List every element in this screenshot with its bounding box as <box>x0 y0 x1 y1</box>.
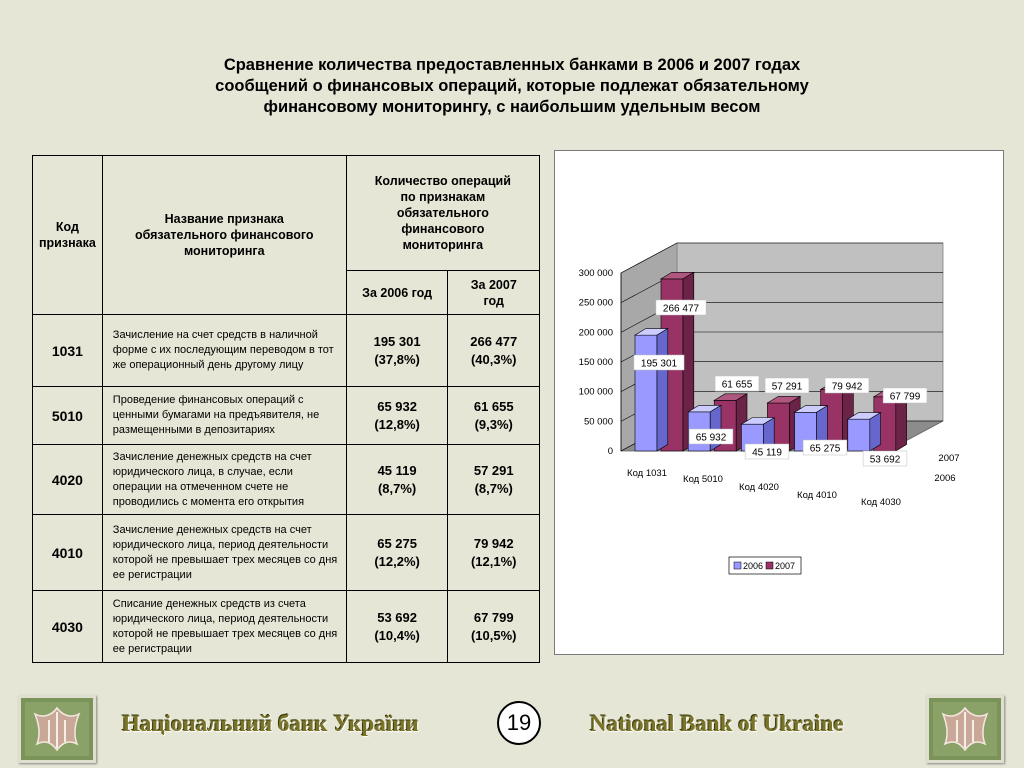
cell-v2006: 53 692 <box>377 609 417 625</box>
row-2006-cell <box>346 315 448 387</box>
row-code-cell <box>33 445 103 515</box>
slide-title <box>130 55 894 118</box>
footer-bank-name-ua: Національний банк України <box>122 711 419 736</box>
cell-p2007: (40,3%) <box>470 351 517 367</box>
cell-name: Списание денежных средств из счета юридического лица, период деятельности которой не превышает трех месяцев со дня ее регистрации <box>112 597 338 655</box>
x-tick-label: Код 4010 <box>797 490 837 501</box>
cell-p2006: (37,8%) <box>374 351 420 367</box>
cell-code: 4030 <box>51 618 83 635</box>
row-2007-cell <box>448 445 540 515</box>
y-tick-label: 300 000 <box>578 268 613 279</box>
row-2006-cell <box>346 515 448 591</box>
table-row <box>33 591 540 663</box>
chart-3d-bar <box>555 151 1003 654</box>
table-row <box>33 515 540 591</box>
cell-v2007: 61 655 <box>473 398 514 414</box>
row-2007-cell <box>448 387 540 445</box>
title-line-3: финансовому мониторингу, с наибольшим удельным весом <box>263 98 761 116</box>
data-label-2007-2: 57 291 <box>771 381 803 393</box>
cell-v2006: 195 301 <box>373 333 421 349</box>
data-label-2007-4: 67 799 <box>889 391 921 403</box>
data-label-2006-2: 45 119 <box>752 447 782 459</box>
legend-swatch-2007 <box>766 562 773 569</box>
cell-p2007: (8,7%) <box>474 480 513 496</box>
bar-2006-0 <box>635 329 668 451</box>
cell-v2007: 57 291 <box>473 462 514 478</box>
cell-name: Проведение финансовых операций с ценными бумагами на предъявителя, не размещенными в депозитариях <box>112 394 320 436</box>
legend-swatch-2006 <box>734 562 741 569</box>
chart-legend <box>729 557 801 574</box>
cell-code: 4020 <box>51 471 83 488</box>
x-tick-label: Код 4020 <box>739 482 779 493</box>
cell-name: Зачисление денежных средств на счет юридического лица, период деятельности которой не превышает трех месяцев со дня ее регистрации <box>112 523 338 581</box>
row-name-cell <box>102 387 346 445</box>
data-label-2006-0: 195 301 <box>640 358 678 370</box>
page-number: 19 <box>497 701 541 745</box>
cell-code: 5010 <box>51 407 83 424</box>
cell-v2006: 65 275 <box>377 535 417 551</box>
cell-name: Зачисление на счет средств в наличной форме с их последующим переводом в тот же операционный день другому лицу <box>112 329 334 371</box>
row-code-cell <box>33 515 103 591</box>
row-code-cell <box>33 591 103 663</box>
bar-2006-4 <box>848 413 881 451</box>
y-tick-label: 200 000 <box>578 327 613 339</box>
row-2007-cell <box>448 315 540 387</box>
y-tick-label: 50 000 <box>583 416 613 428</box>
cell-p2006: (8,7%) <box>377 480 417 496</box>
cell-p2006: (12,8%) <box>374 416 420 432</box>
cell-v2007: 79 942 <box>473 535 514 551</box>
table-row <box>33 315 540 387</box>
cell-p2007: (12,1%) <box>470 553 517 569</box>
bar-2006-4-front <box>848 419 870 451</box>
data-table <box>32 155 540 663</box>
depth-label-2007: 2007 <box>938 453 960 464</box>
header-2007: За 2007 год <box>448 271 540 315</box>
row-2006-cell <box>346 445 448 515</box>
footer-bank-name-en: National Bank of Ukraine <box>590 711 844 736</box>
x-tick-label: Код 1031 <box>627 468 667 479</box>
row-2007-cell <box>448 515 540 591</box>
cell-code: 1031 <box>51 342 83 359</box>
cell-code: 4010 <box>51 544 83 561</box>
row-code-cell <box>33 315 103 387</box>
row-2007-cell <box>448 591 540 663</box>
cell-p2007: (10,5%) <box>470 627 517 643</box>
legend-label-2007: 2007 <box>775 561 796 571</box>
row-name-cell <box>102 515 346 591</box>
y-tick-label: 100 000 <box>578 386 613 398</box>
cell-v2006: 45 119 <box>377 462 417 478</box>
row-code-cell <box>33 387 103 445</box>
data-label-2007-3: 79 942 <box>831 381 863 393</box>
data-label-2007-1: 61 655 <box>721 379 753 391</box>
cell-v2007: 67 799 <box>473 609 514 625</box>
x-tick-label: Код 4030 <box>861 497 901 508</box>
legend-label-2006: 2006 <box>743 561 764 571</box>
data-label-2006-4: 53 692 <box>869 454 901 466</box>
data-label-2006-1: 65 932 <box>695 432 727 444</box>
row-2006-cell <box>346 387 448 445</box>
y-tick-label: 250 000 <box>578 297 613 309</box>
row-name-cell <box>102 315 346 387</box>
cell-p2006: (12,2%) <box>374 553 420 569</box>
bar-2006-0-front <box>635 335 657 451</box>
bank-logo-right <box>926 695 1004 763</box>
header-2006: За 2006 год <box>346 271 448 315</box>
row-name-cell <box>102 591 346 663</box>
table-row <box>33 445 540 515</box>
cell-v2006: 65 932 <box>377 398 417 414</box>
data-label-2007-0: 266 477 <box>662 303 700 315</box>
data-label-2006-3: 65 275 <box>809 443 841 455</box>
bar-2006-4-side <box>870 413 881 451</box>
y-tick-label: 0 <box>607 446 613 457</box>
header-name: Название признака обязательного финансового мониторинга <box>102 156 346 315</box>
title-line-2: сообщений о финансовых операций, которые подлежат обязательному <box>215 77 809 95</box>
cell-v2007: 266 477 <box>470 333 518 349</box>
y-tick-label: 150 000 <box>578 357 613 368</box>
bank-logo-left <box>18 695 96 763</box>
cell-p2007: (9,3%) <box>474 416 513 432</box>
x-tick-label: Код 5010 <box>683 474 723 485</box>
bar-2006-0-side <box>657 329 668 451</box>
depth-label-2006: 2006 <box>934 473 956 484</box>
row-2006-cell <box>346 591 448 663</box>
header-code: Код признака <box>33 156 103 315</box>
header-count: Количество операций по признакам обязательного финансового мониторинга <box>346 156 539 271</box>
chart-panel <box>554 150 1004 655</box>
cell-name: Зачисление денежных средств на счет юридического лица, в случае, если операции на отмеченном счете не проводились с момента его открытия <box>112 450 312 508</box>
table-row <box>33 387 540 445</box>
title-line-1: Сравнение количества предоставленных банками в 2006 и 2007 годах <box>223 56 801 74</box>
row-name-cell <box>102 445 346 515</box>
cell-p2006: (10,4%) <box>374 627 420 643</box>
